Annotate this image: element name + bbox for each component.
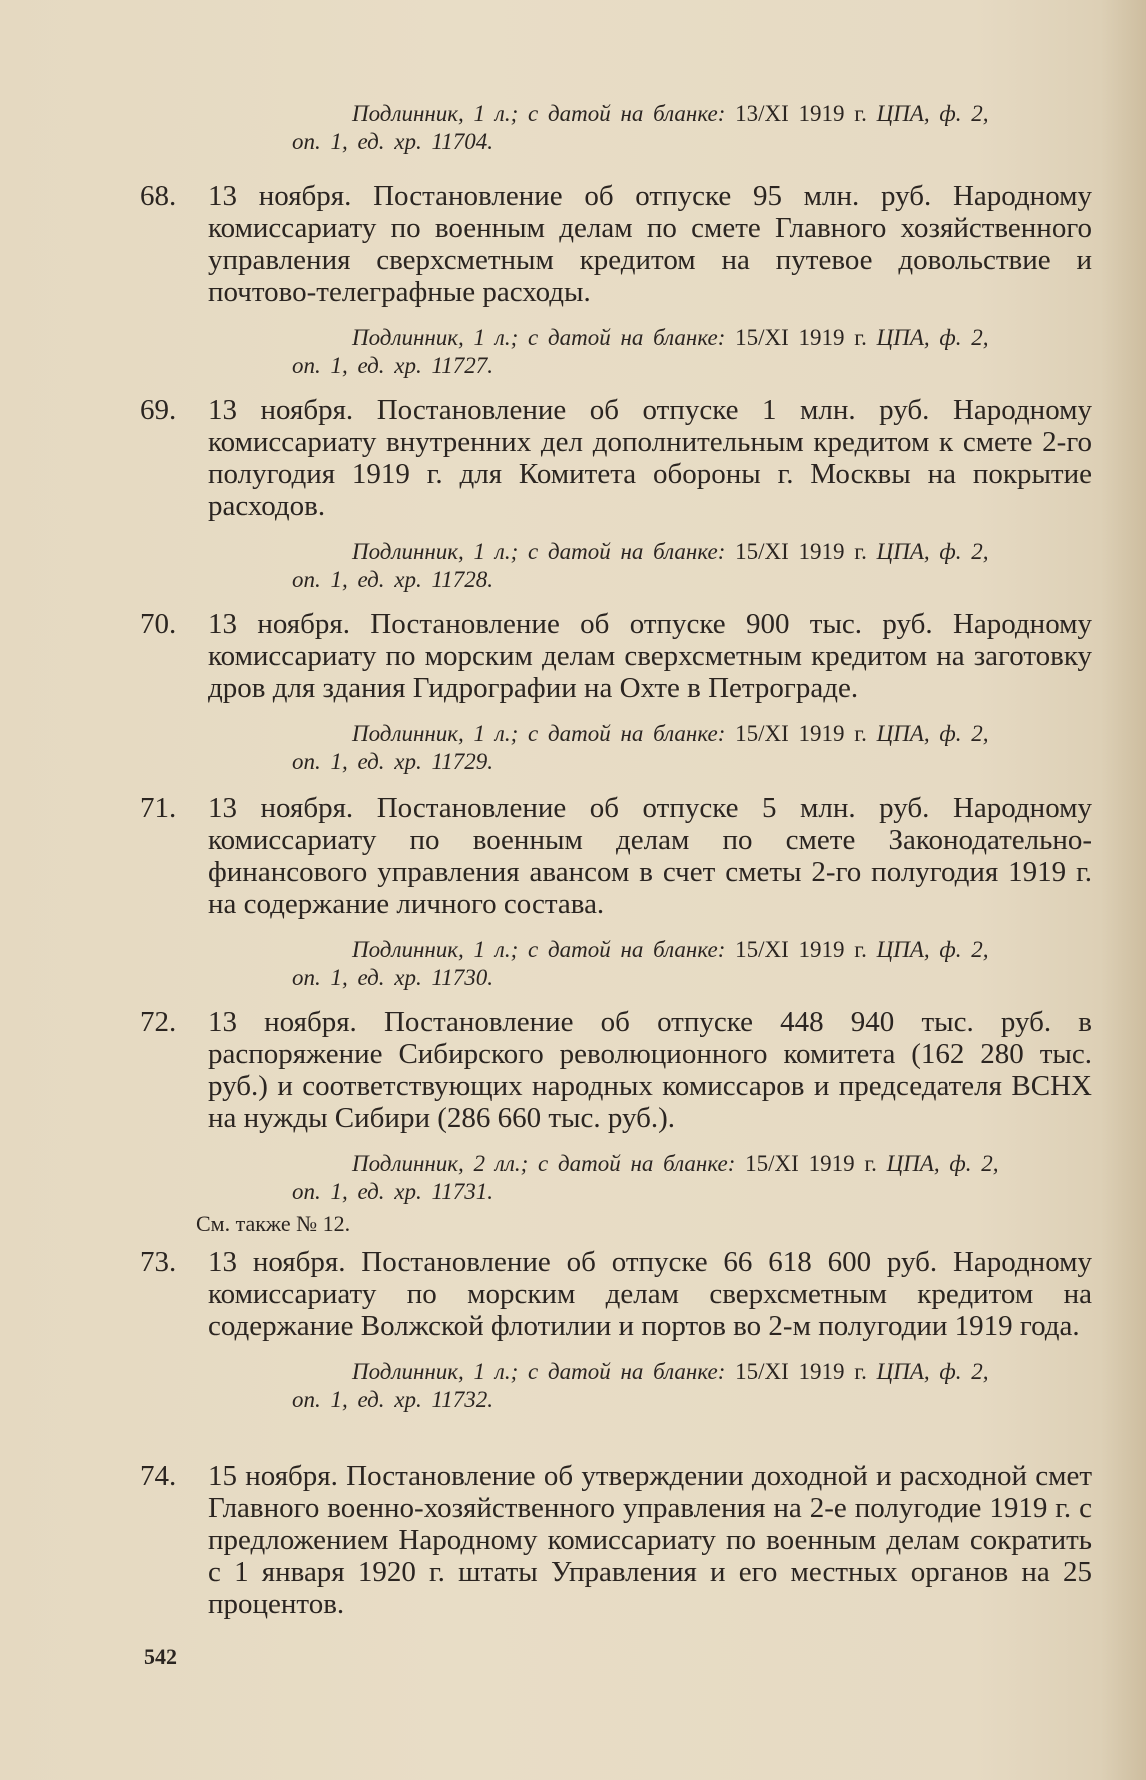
source-archive: ЦПА, ф. 2, xyxy=(876,937,989,962)
source-prefix: Подлинник, 1 л.; с датой на бланке: xyxy=(352,1359,726,1384)
entry-number: 69. xyxy=(140,394,177,426)
source-prefix: Подлинник, 1 л.; с датой на бланке: xyxy=(352,721,726,746)
source-note xyxy=(292,1150,1092,1206)
source-date: 15/XI 1919 г. xyxy=(745,1151,877,1176)
entry-number: 71. xyxy=(140,792,177,824)
entry-68 xyxy=(140,180,1092,380)
entry-number: 70. xyxy=(140,608,177,640)
source-date: 15/XI 1919 г. xyxy=(735,1359,867,1384)
see-also-note: См. также № 12. xyxy=(196,1211,351,1236)
entry-74 xyxy=(140,1460,1092,1620)
source-date: 15/XI 1919 г. xyxy=(735,325,867,350)
entry-69 xyxy=(140,394,1092,594)
source-note xyxy=(292,538,1092,594)
entry-text: 15 ноября. Постановление об утверждении доходной и расходной смет Главного военно-хозяйственного управления на 2-е полугодие 1919 г. с предложением Народному комиссариату по военным делам сократить с 1 января 1920 г. штаты Управления и его местных органов на 25 процентов. xyxy=(208,1460,1092,1620)
entry-number: 68. xyxy=(140,180,177,212)
source-prefix: Подлинник, 1 л.; с датой на бланке: xyxy=(352,937,726,962)
entry-text: 13 ноября. Постановление об отпуске 448 940 тыс. руб. в распоряжение Сибирского революционного комитета (162 280 тыс. руб.) и соответствующих народных комиссаров и председателя ВСНХ на нужды Сибири (286 660 тыс. руб.). xyxy=(208,1006,1092,1134)
entry-72 xyxy=(140,1006,1092,1238)
source-archive: ЦПА, ф. 2, xyxy=(876,101,989,126)
source-archive: ЦПА, ф. 2, xyxy=(886,1151,999,1176)
source-line2: оп. 1, ед. хр. 11731. xyxy=(292,1179,494,1204)
source-date: 15/XI 1919 г. xyxy=(735,721,867,746)
entry-number: 74. xyxy=(140,1460,177,1492)
entry-73 xyxy=(140,1246,1092,1414)
entry-70 xyxy=(140,608,1092,776)
source-prefix: Подлинник, 1 л.; с датой на бланке: xyxy=(352,325,726,350)
page-number: 542 xyxy=(144,1644,177,1669)
source-prefix: Подлинник, 1 л.; с датой на бланке: xyxy=(352,539,726,564)
source-line2: оп. 1, ед. хр. 11727. xyxy=(292,353,494,378)
source-note xyxy=(292,324,1092,380)
entry-text: 13 ноября. Постановление об отпуске 66 618 600 руб. Народному комиссариату по морским делам сверхсметным кредитом на содержание Волжской флотилии и портов во 2-м полугодии 1919 года. xyxy=(208,1246,1092,1342)
source-archive: ЦПА, ф. 2, xyxy=(876,721,989,746)
entry-71 xyxy=(140,792,1092,992)
source-prefix: Подлинник, 2 лл.; с датой на бланке: xyxy=(352,1151,736,1176)
source-archive: ЦПА, ф. 2, xyxy=(876,325,989,350)
source-line2: оп. 1, ед. хр. 11730. xyxy=(292,965,494,990)
source-line2: оп. 1, ед. хр. 11729. xyxy=(292,749,494,774)
source-note xyxy=(292,936,1092,992)
entry-text: 13 ноября. Постановление об отпуске 95 млн. руб. Народному комиссариату по военным делам по смете Главного хозяйственного управления сверхсметным кредитом на путевое довольствие и почтово-телеграфные расходы. xyxy=(208,180,1092,308)
source-archive: ЦПА, ф. 2, xyxy=(876,1359,989,1384)
source-line2: оп. 1, ед. хр. 11704. xyxy=(292,129,494,154)
entry-text: 13 ноября. Постановление об отпуске 1 млн. руб. Народному комиссариату внутренних дел дополнительным кредитом к смете 2-го полугодия 1919 г. для Комитета обороны г. Москвы на покрытие расходов. xyxy=(208,394,1092,522)
source-prefix: Подлинник, 1 л.; с датой на бланке: xyxy=(352,101,726,126)
entry-number: 72. xyxy=(140,1006,177,1038)
source-line2: оп. 1, ед. хр. 11728. xyxy=(292,567,494,592)
entry-text: 13 ноября. Постановление об отпуске 5 млн. руб. Народному комиссариату по военным делам по смете Законодательно-финансового управления авансом в счет сметы 2-го полугодия 1919 г. на содержание личного состава. xyxy=(208,792,1092,920)
source-line2: оп. 1, ед. хр. 11732. xyxy=(292,1387,494,1412)
entry-text: 13 ноября. Постановление об отпуске 900 тыс. руб. Народному комиссариату по морским делам сверхсметным кредитом на заготовку дров для здания Гидрографии на Охте в Петрограде. xyxy=(208,608,1092,704)
source-note xyxy=(292,1358,1092,1414)
source-date: 15/XI 1919 г. xyxy=(735,937,867,962)
entry-number: 73. xyxy=(140,1246,177,1278)
source-archive: ЦПА, ф. 2, xyxy=(876,539,989,564)
source-note xyxy=(292,100,1092,156)
source-date: 15/XI 1919 г. xyxy=(735,539,867,564)
source-date: 13/XI 1919 г. xyxy=(735,101,867,126)
source-note xyxy=(292,720,1092,776)
